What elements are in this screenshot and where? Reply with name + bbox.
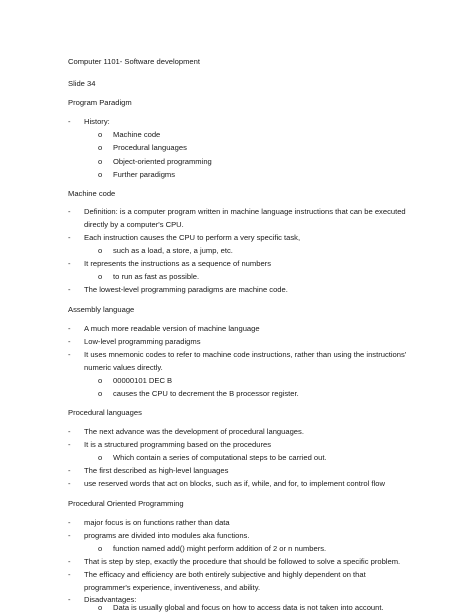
sub-bullet-circle: o [98, 544, 103, 553]
section-heading-program-paradigm: Program Paradigm [68, 98, 132, 107]
bullet-dash: - [68, 479, 71, 488]
list-item: A much more readable version of machine language [84, 324, 260, 333]
course-title: Computer 1101- Software development [68, 57, 200, 66]
list-item: use reserved words that act on blocks, such as if, while, and for, to implement control flow [84, 479, 385, 488]
section-heading-machine-code: Machine code [68, 189, 116, 198]
sub-list-item: such as a load, a store, a jump, etc. [113, 246, 233, 255]
history-item: Further paradigms [113, 170, 176, 179]
sub-bullet-circle: o [98, 376, 103, 385]
section-heading-pop: Procedural Oriented Programming [68, 499, 184, 508]
sub-list-item: Data is usually global and focus on how to access data is not taken into account. [113, 603, 384, 612]
list-item-continuation: numeric values directly. [84, 363, 163, 372]
list-item: Each instruction causes the CPU to perform a very specific task, [84, 233, 301, 242]
bullet-dash: - [68, 557, 71, 566]
list-item-continuation: programmer's experience, inventiveness, and ability. [84, 583, 261, 592]
bullet-dash: - [68, 466, 71, 475]
list-item: Low-level programming paradigms [84, 337, 201, 346]
list-item: That is step by step, exactly the procedure that should be followed to solve a specific problem. [84, 557, 401, 566]
bullet-dash: - [68, 531, 71, 540]
bullet-dash: - [68, 350, 71, 359]
bullet-dash: - [68, 117, 71, 126]
sub-bullet-circle: o [98, 246, 103, 255]
list-item: The next advance was the development of procedural languages. [84, 427, 304, 436]
sub-bullet-circle: o [98, 453, 103, 462]
list-item: The lowest-level programming paradigms are machine code. [84, 285, 288, 294]
bullet-dash: - [68, 518, 71, 527]
sub-list-item: 00000101 DEC B [113, 376, 173, 385]
bullet-dash: - [68, 324, 71, 333]
slide-number: Slide 34 [68, 79, 96, 88]
sub-bullet-circle: o [98, 157, 103, 166]
sub-bullet-circle: o [98, 272, 103, 281]
list-item: It represents the instructions as a sequence of numbers [84, 259, 271, 268]
list-item-continuation: directly by a computer's CPU. [84, 220, 184, 229]
list-item: programs are divided into modules aka functions. [84, 531, 250, 540]
sub-list-item: function named add() might perform addition of 2 or n numbers. [113, 544, 327, 553]
bullet-dash: - [68, 427, 71, 436]
bullet-dash: - [68, 285, 71, 294]
history-label: History: [84, 117, 110, 126]
history-item: Machine code [113, 130, 161, 139]
sub-bullet-circle: o [98, 170, 103, 179]
sub-bullet-circle: o [98, 143, 103, 152]
list-item: It is a structured programming based on the procedures [84, 440, 271, 449]
list-item: Definition: is a computer program written in machine language instructions that can be executed [84, 207, 406, 216]
bullet-dash: - [68, 440, 71, 449]
list-item: Disadvantages: [84, 595, 137, 604]
section-heading-assembly: Assembly language [68, 305, 135, 314]
sub-list-item: causes the CPU to decrement the B processor register. [113, 389, 299, 398]
list-item: The first described as high-level languages [84, 466, 229, 475]
list-item: major focus is on functions rather than data [84, 518, 230, 527]
history-item: Object-oriented programming [113, 157, 212, 166]
bullet-dash: - [68, 233, 71, 242]
sub-bullet-circle: o [98, 389, 103, 398]
bullet-dash: - [68, 337, 71, 346]
bullet-dash: - [68, 259, 71, 268]
bullet-dash: - [68, 595, 71, 604]
list-item: It uses mnemonic codes to refer to machine code instructions, rather than using the instructions' [84, 350, 407, 359]
bullet-dash: - [68, 570, 71, 579]
sub-list-item: to run as fast as possible. [113, 272, 200, 281]
section-heading-procedural: Procedural languages [68, 408, 142, 417]
history-item: Procedural languages [113, 143, 187, 152]
sub-bullet-circle: o [98, 603, 103, 612]
sub-list-item: Which contain a series of computational steps to be carried out. [113, 453, 327, 462]
list-item: The efficacy and efficiency are both entirely subjective and highly dependent on that [84, 570, 366, 579]
bullet-dash: - [68, 207, 71, 216]
sub-bullet-circle: o [98, 130, 103, 139]
